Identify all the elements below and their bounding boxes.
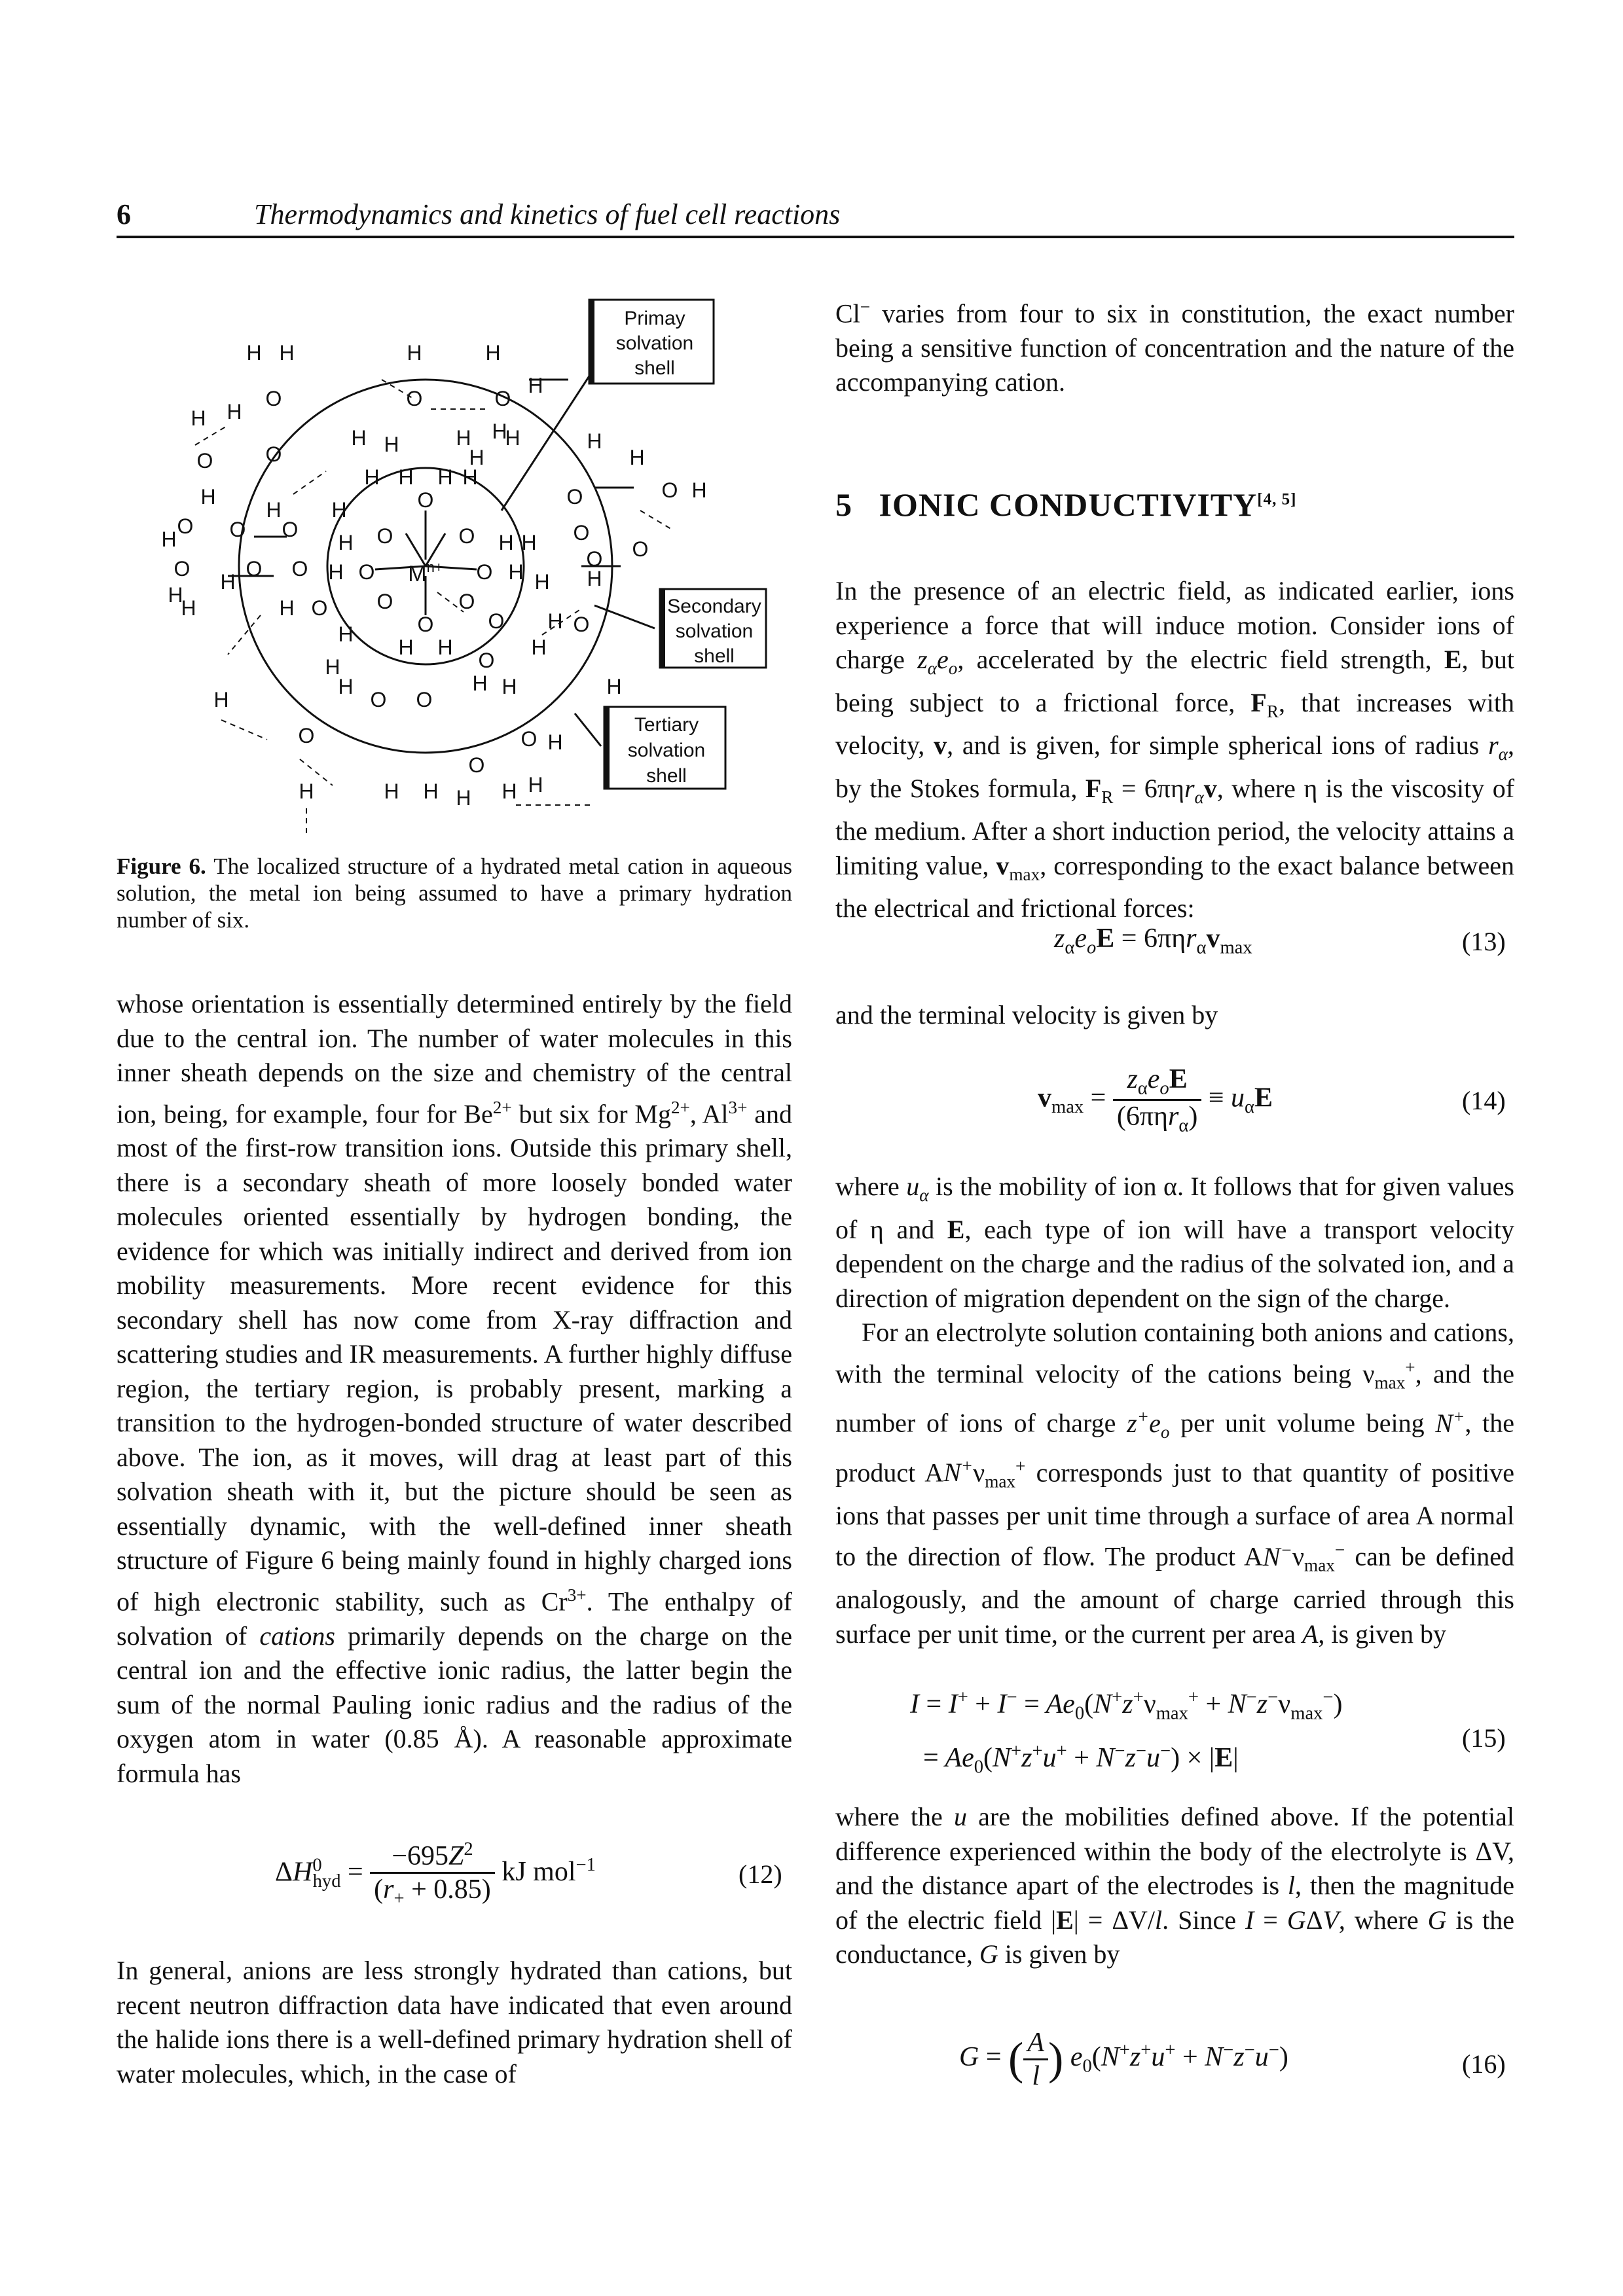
svg-text:H: H: [498, 531, 514, 554]
svg-text:O: O: [566, 485, 583, 509]
svg-text:O: O: [417, 613, 434, 636]
page-header: [117, 198, 1514, 238]
figure-caption: [117, 853, 792, 933]
svg-text:O: O: [573, 521, 590, 545]
svg-text:H: H: [398, 636, 414, 659]
svg-text:H: H: [279, 596, 295, 620]
left-column-paragraph-2: In general, anions are less strongly hydrated than cations, but recent neutron diffraction data have indicated that even around the halide ions there is a well-defined primary hydration shell of water molecules, which, in the case of: [117, 1956, 792, 2089]
svg-text:H: H: [364, 465, 380, 489]
svg-text:H: H: [531, 636, 547, 659]
equation-14: $v_{max}$ = $\frac{z_\alpha e_oE}{(6\pi\eta r_\alpha)}$ ≡ $u_\alpha E$: [1038, 1064, 1273, 1136]
svg-text:H: H: [437, 636, 453, 659]
svg-text:H: H: [246, 341, 262, 365]
svg-text:H: H: [227, 400, 242, 423]
svg-text:H: H: [456, 426, 471, 450]
svg-text:O: O: [520, 727, 538, 751]
svg-text:H: H: [328, 560, 344, 584]
svg-text:O: O: [376, 524, 393, 548]
equation-15: $I = I^+ + I^- = Ae_0(N^+z^+\nu_{max}^+ + N^-z^-\nu_{max}^-)$ = $Ae_0(N^+z^+u^+ + N^-z^-u^-) \times |E|$: [910, 1687, 1343, 1778]
equation-16: G = ( $\frac{A}{l}$ ) $e_0(N^+z^+u^+ + N^-z^-u^-)$: [959, 2028, 1288, 2091]
svg-text:H: H: [547, 609, 563, 633]
svg-text:H: H: [587, 429, 602, 453]
svg-text:Tertiary: Tertiary: [634, 714, 699, 736]
svg-text:O: O: [358, 560, 375, 584]
figure-caption-label: Figure 6.: [117, 853, 206, 879]
svg-text:O: O: [458, 524, 475, 548]
equation-13-number: (13): [1462, 927, 1506, 956]
svg-text:H: H: [528, 773, 543, 797]
svg-text:O: O: [246, 557, 263, 581]
svg-text:H: H: [629, 446, 645, 469]
equation-13: $z_\alpha e_oE = 6\pi\eta r_\alpha v_{max}$: [1054, 924, 1252, 958]
svg-text:H: H: [456, 786, 471, 810]
svg-text:O: O: [229, 518, 246, 541]
svg-text:H: H: [501, 675, 517, 698]
svg-text:H: H: [423, 780, 439, 803]
svg-text:O: O: [632, 537, 649, 561]
equation-16-number: (16): [1462, 2049, 1506, 2079]
svg-text:O: O: [661, 478, 678, 502]
svg-text:O: O: [406, 387, 423, 410]
svg-text:H: H: [472, 672, 488, 695]
svg-text:O: O: [573, 613, 590, 636]
svg-text:O: O: [458, 590, 475, 613]
svg-text:Secondary: Secondary: [667, 596, 761, 617]
page-number: 6: [117, 198, 131, 230]
svg-text:H: H: [161, 528, 177, 551]
figure-hydrated-cation: [123, 288, 794, 838]
svg-text:H: H: [521, 531, 537, 554]
section-heading: 5 IONIC CONDUCTIVITY[4, 5]: [835, 486, 1297, 523]
svg-text:O: O: [478, 649, 495, 672]
svg-text:O: O: [177, 514, 194, 538]
equation-12: $\Delta H^0_{hyd}$ = $\frac{-695Z^2}{(r_+ + 0.85)}$ kJ mol$^{-1}$: [275, 1839, 596, 1909]
svg-text:H: H: [462, 465, 478, 489]
svg-text:H: H: [587, 567, 602, 590]
svg-text:O: O: [265, 442, 282, 466]
svg-text:H: H: [691, 478, 707, 502]
running-title: Thermodynamics and kinetics of fuel cell reactions: [254, 198, 841, 230]
svg-text:H: H: [213, 688, 229, 711]
svg-text:O: O: [265, 387, 282, 410]
svg-text:H: H: [469, 446, 484, 469]
svg-text:H: H: [547, 730, 563, 754]
svg-text:H: H: [528, 374, 543, 397]
svg-text:O: O: [488, 609, 505, 633]
right-column-paragraph-1: In the presence of an electric field, as indicated earlier, ions experience a force that will induce motion. Consider ions of charge $z_\alpha e_o$, accelerated by the electric field strength, E, but being subject to a frictional force, $F_R$, that increases with velocity, v, and is given, for simple spherical ions of radius $r_\alpha$, by the Stokes formula, $F_R = 6\pi\eta r_\alpha v$, where η is the viscosity of the medium. After a short induction period, the velocity attains a limiting value, $v_{max}$, corresponding to the exact balance between the electrical and frictional forces:: [835, 576, 1515, 923]
svg-text:solvation: solvation: [615, 332, 694, 354]
primary-shell-label-box: [589, 300, 714, 384]
svg-text:H: H: [485, 341, 501, 365]
svg-text:shell: shell: [694, 645, 735, 667]
svg-text:O: O: [370, 688, 387, 711]
svg-text:O: O: [173, 557, 191, 581]
svg-text:H: H: [351, 426, 367, 450]
svg-text:O: O: [282, 518, 299, 541]
left-column-paragraph-1: whose orientation is essentially determined entirely by the field due to the central ion. The number of water molecules in this inner sheath depends on the size and chemistry of the central ion, being, for example, four for $Be^{2+}$ but six for $Mg^{2+}$, $Al^{3+}$ and most of the first-row transition ions. Outside this primary shell, there is a secondary sheath of more loosely bonded water molecules oriented essentially by hydrogen bonding, the evidence for which was initially indirect and derived from ion mobility measurements. More recent evidence for this secondary shell has now come from X-ray diffraction and scattering studies and IR measurements. A further highly diffuse region, the tertiary region, is probably present, marking a transition to the hydrogen-bonded structure of water described above. The ion, as it moves, will drag at least part of this solvation sheath with it, but the picture should be seen as essentially dynamic, with the well-defined inner sheath structure of Figure 6 being mainly found in highly charged ions of high electronic stability, such as $Cr^{3+}$. The enthalpy of solvation of cations primarily depends on the charge on the central ion and the effective ionic radius, the latter begin the sum of the normal Pauling ionic radius and the radius of the oxygen atom in water (0.85 Å). A reasonable approximate formula has: [117, 989, 793, 1788]
svg-text:H: H: [398, 465, 414, 489]
svg-text:H: H: [606, 675, 622, 698]
svg-text:H: H: [168, 583, 183, 607]
svg-text:H: H: [508, 560, 524, 584]
svg-text:H: H: [437, 465, 453, 489]
svg-text:O: O: [476, 560, 493, 584]
svg-text:H: H: [331, 498, 347, 522]
svg-text:O: O: [468, 753, 485, 777]
svg-text:O: O: [494, 387, 511, 410]
svg-text:H: H: [384, 433, 399, 456]
svg-text:H: H: [191, 406, 206, 430]
svg-text:solvation: solvation: [627, 740, 706, 761]
svg-text:solvation: solvation: [675, 620, 754, 642]
svg-text:shell: shell: [634, 357, 675, 379]
right-column-paragraph-2: and the terminal velocity is given by: [835, 1000, 1218, 1030]
svg-text:O: O: [196, 449, 213, 473]
svg-text:O: O: [298, 724, 315, 747]
figure-caption-text: The localized structure of a hydrated metal cation in aqueous solution, the metal ion being assumed to have a primary hydration number of six.: [117, 853, 792, 933]
svg-text:H: H: [384, 780, 399, 803]
svg-text:O: O: [417, 488, 434, 512]
svg-text:H: H: [325, 655, 340, 679]
svg-text:H: H: [200, 485, 216, 509]
svg-text:O: O: [416, 688, 433, 711]
svg-text:H: H: [505, 426, 520, 450]
svg-text:H: H: [338, 675, 354, 698]
svg-text:H: H: [220, 570, 236, 594]
right-column-paragraph-0: Cl− varies from four to six in constitution, the exact number being a sensitive function of concentration and the nature of the accompanying cation.: [835, 297, 1515, 397]
svg-text:H: H: [534, 570, 550, 594]
svg-text:H: H: [492, 420, 507, 443]
svg-text:O: O: [376, 590, 393, 613]
svg-text:H: H: [279, 341, 295, 365]
secondary-shell-label-box: [660, 589, 766, 668]
right-column-paragraph-5: where the u are the mobilities defined above. If the potential difference experienced within the body of the electrolyte is ΔV, and the distance apart of the electrodes is l, then the magnitude of the electric field |E| = ΔV/l. Since I = GΔV, where G is the conductance, G is given by: [835, 1802, 1515, 1969]
svg-text:H: H: [407, 341, 422, 365]
svg-text:H: H: [338, 531, 354, 554]
svg-text:shell: shell: [646, 765, 687, 787]
svg-text:H: H: [338, 622, 354, 646]
right-column-paragraph-3: where $u_\alpha$ is the mobility of ion α. It follows that for given values of η and E, each type of ion will have a transport velocity dependent on the charge and the radius of the solvated ion, and a direction of migration dependent on the sign of the charge. For an electrolyte solution containing both anions and cations, with the terminal velocity of the cations being $\nu_{max}^+$, and the number of ions of charge $z^+e_o$ per unit volume being N+, the product $AN^+\nu_{max}^+$ corresponds just to that quantity of positive ions that passes per unit time through a surface of area A normal to the direction of flow. The product $AN^-\nu_{max}^-$ can be defined analogously, and the amount of charge carried through this surface per unit time, or the current per area A, is given by: [835, 1172, 1514, 1649]
tertiary-pointer-line: [575, 713, 601, 746]
svg-text:O: O: [291, 557, 308, 581]
svg-text:Primay: Primay: [624, 308, 685, 329]
svg-text:H: H: [266, 498, 282, 522]
tertiary-shell-label-box: [604, 707, 725, 789]
svg-text:O: O: [586, 547, 603, 571]
central-ion-label: $M^{n+}$: [408, 559, 443, 586]
svg-text:O: O: [311, 596, 328, 620]
equation-14-number: (14): [1462, 1086, 1506, 1115]
svg-text:H: H: [299, 780, 314, 803]
equation-15-number: (15): [1462, 1723, 1506, 1753]
equation-12-number: (12): [739, 1859, 782, 1889]
svg-text:H: H: [181, 596, 196, 620]
svg-text:H: H: [501, 780, 517, 803]
